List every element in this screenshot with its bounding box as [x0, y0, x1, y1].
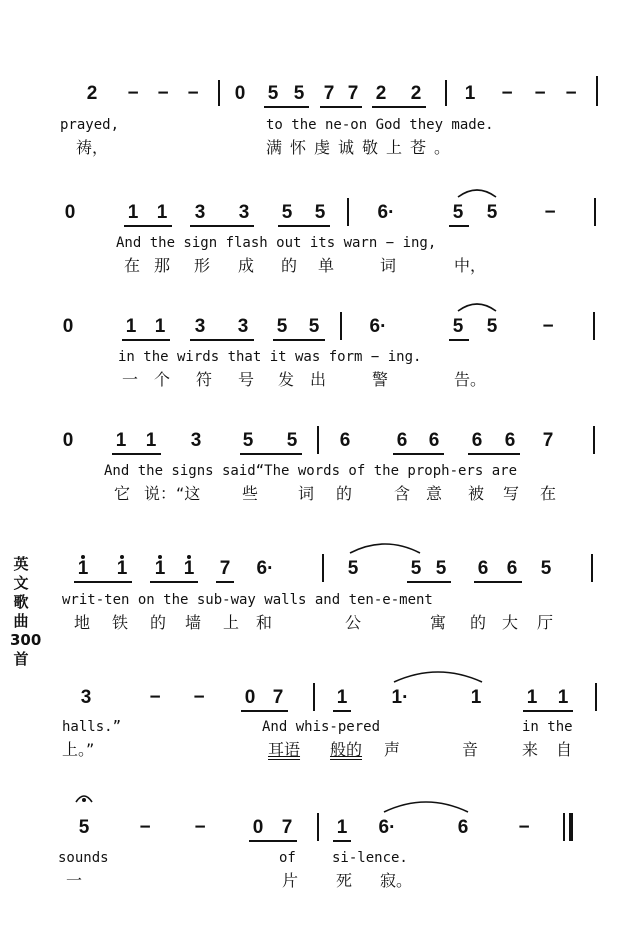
note: 1: [125, 316, 137, 337]
note: 5: [281, 202, 293, 223]
note: 1: [526, 687, 538, 708]
chinese-lyric: 它: [114, 484, 131, 503]
chinese-lyric: 和: [256, 613, 273, 632]
note: 6: [477, 558, 489, 579]
english-lyric: And whis-pered: [262, 719, 381, 735]
chinese-lyric: 死: [336, 871, 353, 890]
chinese-lyric: 耳语: [268, 740, 301, 759]
note: 1: [145, 430, 157, 451]
chinese-lyric: 出: [310, 370, 327, 389]
tie: [392, 666, 484, 684]
note: 5: [78, 817, 90, 838]
note: 1: [116, 558, 128, 579]
note: 2: [410, 83, 422, 104]
note: 0: [234, 83, 246, 104]
barline: [347, 198, 349, 226]
barline: [322, 554, 324, 582]
note: 5: [314, 202, 326, 223]
beam: [112, 453, 161, 455]
beam: [523, 710, 573, 712]
barline: [317, 426, 319, 454]
chinese-lyric: 成: [238, 256, 255, 275]
note: 6: [457, 817, 469, 838]
chinese-lyric: 音: [462, 740, 479, 759]
note: 5: [486, 202, 498, 223]
beam: [474, 581, 522, 583]
tie: [456, 299, 498, 313]
chinese-lyric: 号: [238, 370, 255, 389]
note: 6·: [377, 202, 395, 223]
chinese-lyric: 含: [394, 484, 411, 503]
final-barline-thin: [563, 813, 565, 841]
note: 1: [154, 558, 166, 579]
note: 5: [452, 316, 464, 337]
barline: [596, 76, 598, 106]
beam: [74, 581, 132, 583]
beam: [122, 339, 170, 341]
chinese-lyric: 说：“这: [144, 484, 201, 503]
beam: [249, 840, 297, 842]
note: −: [534, 83, 546, 104]
beam: [333, 710, 351, 712]
beam: [278, 225, 330, 227]
chinese-lyric: 被: [468, 484, 485, 503]
chinese-lyric: 一: [122, 370, 139, 389]
chinese-lyric: 般的: [330, 740, 363, 759]
beam: [333, 840, 351, 842]
beam: [320, 106, 362, 108]
beam: [393, 453, 444, 455]
note: 0: [244, 687, 256, 708]
note: −: [518, 817, 530, 838]
chinese-lyric: 自: [556, 740, 573, 759]
note: 7: [542, 430, 554, 451]
chinese-lyric: 在: [124, 256, 141, 275]
note: 6: [504, 430, 516, 451]
note: 6: [396, 430, 408, 451]
note: 2: [86, 83, 98, 104]
note: 0: [62, 430, 74, 451]
beam: [150, 581, 198, 583]
chinese-lyric: 铁: [112, 613, 129, 632]
chinese-lyric: 墙: [185, 613, 202, 632]
note: 6·: [378, 817, 396, 838]
chinese-lyric: 那: [154, 256, 171, 275]
note: 5: [242, 430, 254, 451]
english-lyric: halls.”: [62, 719, 122, 735]
chinese-lyric: 符: [196, 370, 213, 389]
beam: [273, 339, 325, 341]
beam: [372, 106, 426, 108]
note: 6: [428, 430, 440, 451]
chinese-lyric: 寓: [430, 613, 447, 632]
note: 1: [115, 430, 127, 451]
english-lyric: si-lence.: [332, 850, 408, 866]
note: 3: [190, 430, 202, 451]
note: 0: [64, 202, 76, 223]
beam: [264, 106, 309, 108]
chinese-lyric: 词: [298, 484, 315, 503]
beam: [190, 339, 254, 341]
note: 7: [281, 817, 293, 838]
english-lyric: prayed,: [60, 117, 120, 133]
note: 3: [237, 316, 249, 337]
note: 1: [127, 202, 139, 223]
note: 1: [183, 558, 195, 579]
note: 3: [238, 202, 250, 223]
barline: [218, 80, 220, 106]
chinese-lyric: 形: [194, 256, 211, 275]
note: 1: [470, 687, 482, 708]
chinese-lyric: 上: [223, 613, 240, 632]
note: 6·: [369, 316, 387, 337]
chinese-lyric: 些: [242, 484, 259, 503]
note: 6·: [256, 558, 274, 579]
beam: [449, 339, 469, 341]
note: 7: [272, 687, 284, 708]
chinese-lyric: 的: [150, 613, 167, 632]
beam: [241, 710, 288, 712]
chinese-lyric: 单: [318, 256, 335, 275]
chinese-lyric: 寂。: [380, 871, 413, 890]
english-lyric: And the signs said“The words of the proph-ers are: [104, 463, 518, 479]
barline: [591, 554, 593, 582]
note: 6: [506, 558, 518, 579]
note: −: [149, 687, 161, 708]
note: 1·: [391, 687, 409, 708]
chinese-lyric: 的: [336, 484, 353, 503]
note: −: [139, 817, 151, 838]
note: −: [127, 83, 139, 104]
chinese-lyric: 在: [540, 484, 557, 503]
beam: [240, 453, 302, 455]
note: 7: [323, 83, 335, 104]
note: −: [542, 316, 554, 337]
english-lyric: to the ne-on God they made.: [266, 117, 494, 133]
english-lyric: sounds: [58, 850, 109, 866]
barline: [340, 312, 342, 340]
chinese-lyric: 告。: [454, 370, 487, 389]
chinese-lyric: 来: [522, 740, 539, 759]
note: 5: [410, 558, 422, 579]
note: 2: [375, 83, 387, 104]
barline: [317, 813, 319, 841]
note: 7: [347, 83, 359, 104]
chinese-lyric: 地: [74, 613, 91, 632]
note: 5: [435, 558, 447, 579]
english-lyric: writ-ten on the sub-way walls and ten-e-ment: [62, 592, 433, 608]
note: −: [565, 83, 577, 104]
chinese-lyric: 满怀虔诚敬上苍。: [266, 138, 459, 157]
barline: [594, 198, 596, 226]
barline: [313, 683, 315, 711]
beam: [407, 581, 451, 583]
barline: [445, 80, 447, 106]
note: 6: [471, 430, 483, 451]
note: 1: [464, 83, 476, 104]
tie: [348, 539, 422, 555]
tie: [456, 185, 498, 199]
chinese-lyric: 上。”: [62, 740, 95, 759]
note: 1: [77, 558, 89, 579]
english-lyric: in the: [522, 719, 573, 735]
note: 1: [156, 202, 168, 223]
chinese-lyric: 一: [66, 871, 83, 890]
fermata-icon: [74, 790, 94, 804]
chinese-lyric: 词: [380, 256, 397, 275]
barline: [595, 683, 597, 711]
barline: [593, 312, 595, 340]
note: 5: [486, 316, 498, 337]
final-barline-thick: [569, 813, 573, 841]
note: 3: [194, 202, 206, 223]
english-lyric: of: [279, 850, 296, 866]
note: −: [193, 687, 205, 708]
sidebar-book-title: 英文歌曲300首: [10, 555, 42, 668]
note: 3: [80, 687, 92, 708]
note: 5: [347, 558, 359, 579]
note: 1: [557, 687, 569, 708]
chinese-lyric: 厅: [537, 613, 554, 632]
chinese-lyric: 中，: [454, 256, 487, 275]
chinese-lyric: 写: [503, 484, 520, 503]
note: 7: [219, 558, 231, 579]
chinese-lyric: 声: [384, 740, 401, 759]
chinese-lyric: 个: [154, 370, 171, 389]
chinese-lyric: 大: [502, 613, 519, 632]
chinese-lyric: 的: [281, 256, 298, 275]
note: 5: [286, 430, 298, 451]
chinese-lyric: 的: [470, 613, 487, 632]
note: −: [544, 202, 556, 223]
beam: [449, 225, 469, 227]
tie: [382, 796, 470, 814]
note: 1: [154, 316, 166, 337]
note: 1: [336, 687, 348, 708]
note: 1: [336, 817, 348, 838]
note: −: [157, 83, 169, 104]
chinese-lyric: 警: [372, 370, 389, 389]
chinese-lyric: 祷，: [76, 138, 109, 157]
note: 5: [308, 316, 320, 337]
chinese-lyric: 意: [426, 484, 443, 503]
note: 5: [293, 83, 305, 104]
english-lyric: in the wirds that it was form − ing.: [118, 349, 422, 365]
note: 0: [62, 316, 74, 337]
note: −: [194, 817, 206, 838]
note: −: [187, 83, 199, 104]
chinese-lyric: 公: [345, 613, 362, 632]
chinese-lyric: 发: [278, 370, 295, 389]
note: 0: [252, 817, 264, 838]
chinese-lyric: 片: [282, 871, 299, 890]
note: 5: [267, 83, 279, 104]
beam: [216, 581, 234, 583]
english-lyric: And the sign flash out its warn − ing,: [116, 235, 437, 251]
note: −: [501, 83, 513, 104]
note: 5: [452, 202, 464, 223]
note: 3: [194, 316, 206, 337]
note: 5: [540, 558, 552, 579]
barline: [593, 426, 595, 454]
beam: [468, 453, 520, 455]
beam: [124, 225, 172, 227]
note: 5: [276, 316, 288, 337]
beam: [190, 225, 254, 227]
note: 6: [339, 430, 351, 451]
